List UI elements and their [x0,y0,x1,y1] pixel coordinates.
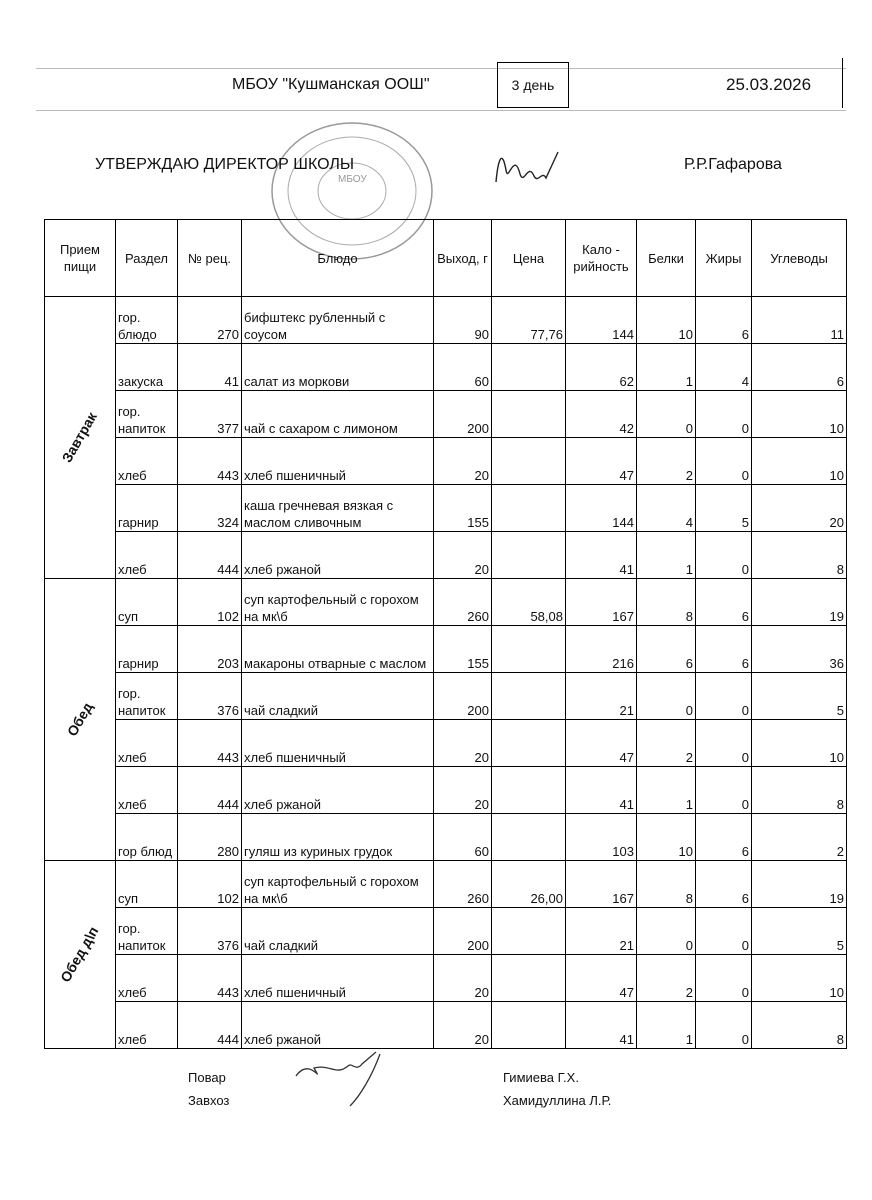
col-header-section: Раздел [116,220,178,297]
calories-cell: 167 [566,579,637,626]
dish-name-cell: каша гречневая вязкая с маслом сливочным [242,485,434,532]
proteins-cell: 0 [637,391,696,438]
output-cell: 200 [434,673,492,720]
director-signature [488,140,568,200]
calories-cell: 47 [566,955,637,1002]
dish-name-cell: суп картофельный с горохом на мк\б [242,861,434,908]
output-cell: 20 [434,767,492,814]
menu-table [44,219,847,1049]
output-cell: 20 [434,438,492,485]
recipe-number-cell: 41 [178,344,242,391]
fats-cell: 0 [696,955,752,1002]
output-cell: 155 [434,626,492,673]
proteins-cell: 0 [637,908,696,955]
carbs-cell: 5 [752,673,847,720]
table-row [45,626,847,673]
dish-name-cell: гуляш из куриных грудок [242,814,434,861]
output-cell: 200 [434,391,492,438]
col-header-carbs: Углеводы [752,220,847,297]
recipe-number-cell: 102 [178,579,242,626]
dish-name-cell: хлеб ржаной [242,532,434,579]
price-cell: 58,08 [492,579,566,626]
price-cell: 77,76 [492,297,566,344]
fats-cell: 5 [696,485,752,532]
fats-cell: 6 [696,626,752,673]
cook-name: Гимиева Г.Х. [503,1070,579,1085]
price-cell [492,767,566,814]
fats-cell: 0 [696,438,752,485]
dish-name-cell: хлеб пшеничный [242,720,434,767]
proteins-cell: 2 [637,720,696,767]
scan-line [36,110,846,111]
table-row [45,344,847,391]
approval-title: УТВЕРЖДАЮ ДИРЕКТОР ШКОЛЫ [95,156,355,173]
meal-name: Завтрак [58,409,101,466]
proteins-cell: 1 [637,767,696,814]
meal-name: Обед [63,699,96,739]
calories-cell: 47 [566,438,637,485]
fats-cell: 0 [696,908,752,955]
calories-cell: 41 [566,532,637,579]
price-cell [492,673,566,720]
section-cell: суп [116,861,178,908]
recipe-number-cell: 203 [178,626,242,673]
section-cell: гор. блюдо [116,297,178,344]
calories-cell: 62 [566,344,637,391]
price-cell [492,626,566,673]
dish-name-cell: макароны отварные с маслом [242,626,434,673]
table-row [45,767,847,814]
dish-name-cell: бифштекс рубленный с соусом [242,297,434,344]
day-label: 3 день [497,62,569,108]
dish-name-cell: суп картофельный с горохом на мк\б [242,579,434,626]
calories-cell: 144 [566,485,637,532]
section-cell: хлеб [116,767,178,814]
proteins-cell: 10 [637,297,696,344]
price-cell [492,720,566,767]
calories-cell: 144 [566,297,637,344]
section-cell: хлеб [116,955,178,1002]
output-cell: 20 [434,720,492,767]
table-row [45,532,847,579]
calories-cell: 42 [566,391,637,438]
carbs-cell: 36 [752,626,847,673]
section-cell: гарнир [116,485,178,532]
table-row [45,391,847,438]
recipe-number-cell: 376 [178,673,242,720]
section-cell: гор. напиток [116,673,178,720]
carbs-cell: 19 [752,861,847,908]
col-header-calories: Кало - рийность [566,220,637,297]
table-row [45,579,847,626]
dish-name-cell: салат из моркови [242,344,434,391]
price-cell [492,438,566,485]
output-cell: 90 [434,297,492,344]
table-row [45,485,847,532]
svg-text:МБОУ: МБОУ [338,174,367,185]
fats-cell: 6 [696,297,752,344]
cook-signature [290,1046,400,1116]
calories-cell: 21 [566,673,637,720]
school-name: МБОУ "Кушманская ООШ" [232,76,430,93]
proteins-cell: 0 [637,673,696,720]
table-row [45,673,847,720]
storekeeper-label: Завхоз [188,1093,230,1108]
carbs-cell: 5 [752,908,847,955]
proteins-cell: 8 [637,861,696,908]
dish-name-cell: чай сладкий [242,673,434,720]
meal-name: Обед д\п [57,923,102,985]
recipe-number-cell: 443 [178,438,242,485]
dish-name-cell: хлеб пшеничный [242,955,434,1002]
calories-cell: 47 [566,720,637,767]
recipe-number-cell: 444 [178,1002,242,1049]
meal-cell [45,861,116,1049]
recipe-number-cell: 444 [178,767,242,814]
carbs-cell: 8 [752,767,847,814]
fats-cell: 0 [696,532,752,579]
price-cell [492,344,566,391]
header-divider [842,58,843,108]
dish-name-cell: чай с сахаром с лимоном [242,391,434,438]
recipe-number-cell: 324 [178,485,242,532]
director-name: Р.Р.Гафарова [684,156,782,173]
recipe-number-cell: 376 [178,908,242,955]
dish-name-cell: чай сладкий [242,908,434,955]
output-cell: 20 [434,532,492,579]
col-header-meal: Прием пищи [45,220,116,297]
price-cell [492,814,566,861]
dish-name-cell: хлеб ржаной [242,767,434,814]
price-cell [492,532,566,579]
fats-cell: 6 [696,861,752,908]
calories-cell: 41 [566,767,637,814]
dish-name-cell: хлеб пшеничный [242,438,434,485]
fats-cell: 0 [696,1002,752,1049]
carbs-cell: 19 [752,579,847,626]
fats-cell: 0 [696,673,752,720]
col-header-proteins: Белки [637,220,696,297]
cook-label: Повар [188,1070,226,1085]
fats-cell: 0 [696,767,752,814]
proteins-cell: 10 [637,814,696,861]
carbs-cell: 10 [752,438,847,485]
proteins-cell: 8 [637,579,696,626]
section-cell: гор. напиток [116,908,178,955]
storekeeper-name: Хамидуллина Л.Р. [503,1093,612,1108]
recipe-number-cell: 280 [178,814,242,861]
recipe-number-cell: 443 [178,955,242,1002]
carbs-cell: 20 [752,485,847,532]
col-header-dish: Блюдо [242,220,434,297]
output-cell: 20 [434,955,492,1002]
calories-cell: 167 [566,861,637,908]
output-cell: 260 [434,579,492,626]
table-row [45,297,847,344]
calories-cell: 21 [566,908,637,955]
price-cell [492,391,566,438]
proteins-cell: 2 [637,955,696,1002]
fats-cell: 4 [696,344,752,391]
output-cell: 60 [434,344,492,391]
table-row [45,814,847,861]
col-header-price: Цена [492,220,566,297]
section-cell: хлеб [116,532,178,579]
proteins-cell: 1 [637,532,696,579]
table-row [45,720,847,767]
col-header-fats: Жиры [696,220,752,297]
price-cell [492,1002,566,1049]
section-cell: гор блюд [116,814,178,861]
table-row [45,438,847,485]
table-row [45,955,847,1002]
dish-name-cell: хлеб ржаной [242,1002,434,1049]
output-cell: 155 [434,485,492,532]
fats-cell: 0 [696,391,752,438]
meal-cell [45,297,116,579]
section-cell: закуска [116,344,178,391]
calories-cell: 41 [566,1002,637,1049]
output-cell: 200 [434,908,492,955]
price-cell [492,955,566,1002]
recipe-number-cell: 444 [178,532,242,579]
section-cell: хлеб [116,1002,178,1049]
carbs-cell: 8 [752,532,847,579]
section-cell: гарнир [116,626,178,673]
carbs-cell: 2 [752,814,847,861]
section-cell: гор. напиток [116,391,178,438]
proteins-cell: 1 [637,344,696,391]
proteins-cell: 2 [637,438,696,485]
carbs-cell: 6 [752,344,847,391]
scan-line [36,68,846,69]
calories-cell: 216 [566,626,637,673]
recipe-number-cell: 270 [178,297,242,344]
carbs-cell: 10 [752,955,847,1002]
recipe-number-cell: 443 [178,720,242,767]
table-row [45,908,847,955]
price-cell [492,908,566,955]
carbs-cell: 8 [752,1002,847,1049]
col-header-recipe: № рец. [178,220,242,297]
output-cell: 60 [434,814,492,861]
proteins-cell: 4 [637,485,696,532]
proteins-cell: 1 [637,1002,696,1049]
fats-cell: 6 [696,579,752,626]
fats-cell: 6 [696,814,752,861]
carbs-cell: 11 [752,297,847,344]
carbs-cell: 10 [752,391,847,438]
fats-cell: 0 [696,720,752,767]
calories-cell: 103 [566,814,637,861]
price-cell [492,485,566,532]
output-cell: 20 [434,1002,492,1049]
output-cell: 260 [434,861,492,908]
col-header-output: Выход, г [434,220,492,297]
recipe-number-cell: 102 [178,861,242,908]
meal-cell [45,579,116,861]
table-row [45,861,847,908]
section-cell: хлеб [116,720,178,767]
section-cell: хлеб [116,438,178,485]
table-header-row [45,220,847,297]
table-row [45,1002,847,1049]
recipe-number-cell: 377 [178,391,242,438]
section-cell: суп [116,579,178,626]
proteins-cell: 6 [637,626,696,673]
menu-date: 25.03.2026 [726,75,812,94]
price-cell: 26,00 [492,861,566,908]
carbs-cell: 10 [752,720,847,767]
